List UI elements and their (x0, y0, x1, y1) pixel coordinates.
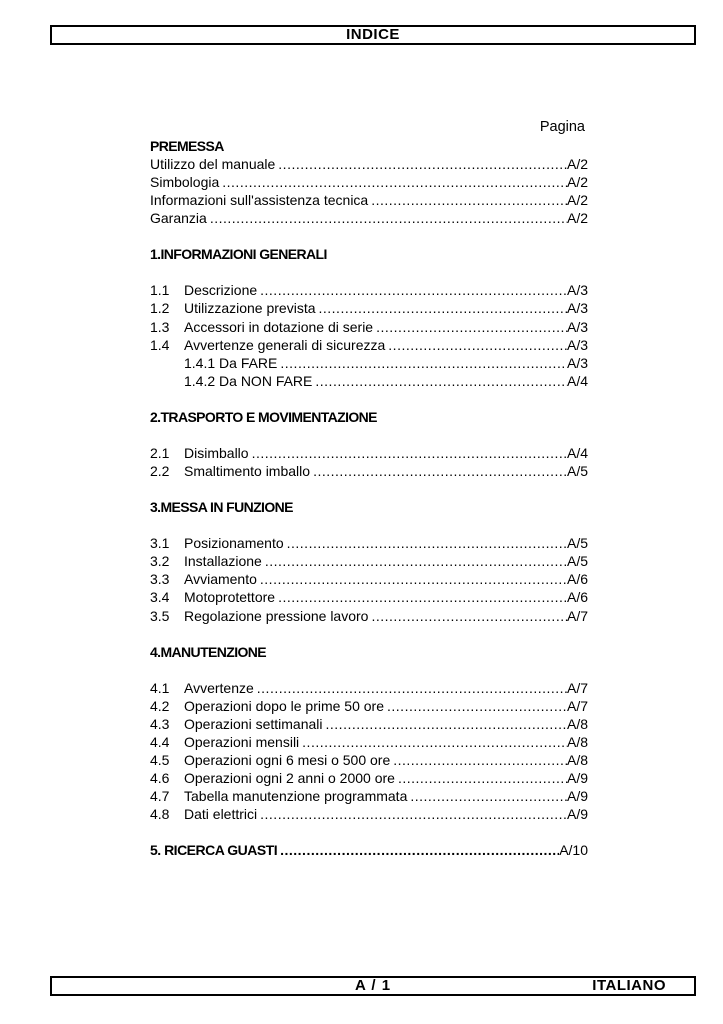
section-title: 1.INFORMAZIONI GENERALI (150, 246, 327, 263)
entry-number: 4.4 (150, 733, 170, 750)
entry-page: A/9 (566, 788, 588, 805)
toc-subentry[interactable] (150, 372, 588, 390)
toc-entry[interactable] (150, 733, 588, 751)
entry-number: 4.6 (150, 770, 170, 787)
entry-number: 3.4 (150, 589, 170, 606)
entry-number: 1.1 (150, 282, 170, 299)
entry-number: 4.1 (150, 679, 170, 696)
language-label: ITALIANO (592, 977, 666, 994)
section-messa-in-funzione (150, 498, 588, 624)
entry-page: A/3 (566, 282, 588, 299)
entry-label: Operazioni ogni 2 anni o 2000 ore (184, 770, 395, 787)
section-title: 4.MANUTENZIONE (150, 643, 267, 660)
toc-entry[interactable] (150, 751, 588, 769)
entry-number: 4.8 (150, 806, 170, 823)
toc-entry[interactable] (150, 336, 588, 354)
entry-page: A/8 (566, 751, 588, 768)
dot-leader (257, 281, 567, 299)
dot-leader (310, 462, 567, 480)
toc-entry[interactable] (150, 607, 588, 625)
toc-entry[interactable] (150, 462, 588, 480)
toc-entry[interactable] (150, 715, 588, 733)
entry-label: Dati elettrici (184, 806, 258, 823)
page-title: INDICE (346, 26, 400, 43)
entry-label: Avviamento (184, 571, 257, 588)
entry-label: Installazione (184, 553, 262, 570)
entry-page: A/7 (566, 607, 588, 624)
entry-page: A/4 (566, 444, 588, 461)
entry-page: A/8 (566, 715, 588, 732)
dot-leader (390, 751, 567, 769)
entry-label: Utilizzo del manuale (150, 156, 276, 172)
entry-page: A/3 (566, 336, 588, 353)
dot-leader (207, 209, 567, 227)
entry-label: Tabella manutenzione programmata (184, 788, 408, 805)
toc-entry[interactable] (150, 173, 588, 191)
dot-leader (373, 318, 567, 336)
toc-entry[interactable] (150, 281, 588, 299)
toc-entry[interactable] (150, 318, 588, 336)
entry-label: Avvertenze (184, 679, 254, 696)
entry-page: A/9 (566, 770, 588, 787)
dot-leader (257, 805, 567, 823)
dot-leader (275, 155, 567, 173)
toc-entry[interactable] (150, 769, 588, 787)
entry-page: A/9 (566, 806, 588, 823)
entry-label: Accessori in dotazione di serie (184, 318, 374, 335)
entry-page: A/6 (566, 571, 588, 588)
entry-label: Operazioni dopo le prime 50 ore (184, 697, 385, 714)
entry-number: 4.7 (150, 788, 170, 805)
entry-label: 1.4.1 Da FARE (184, 354, 278, 371)
entry-page: A/7 (566, 679, 588, 696)
header-bar (50, 25, 696, 45)
entry-label: Utilizzazione prevista (184, 300, 316, 317)
entry-page: A/5 (566, 553, 588, 570)
toc-entry[interactable] (150, 787, 588, 805)
entry-number: 4.3 (150, 715, 170, 732)
dot-leader (316, 299, 567, 317)
toc-subentry[interactable] (150, 354, 588, 372)
dot-leader (368, 191, 567, 209)
entry-number: 2.1 (150, 444, 170, 461)
entry-label: Simbologia (150, 174, 220, 191)
table-of-contents (150, 118, 588, 877)
dot-leader (262, 552, 567, 570)
section-trasporto (150, 408, 588, 480)
entry-page: A/10 (559, 842, 588, 859)
section-title: 3.MESSA IN FUNZIONE (150, 499, 293, 516)
entry-page: A/6 (566, 589, 588, 606)
dot-leader (384, 697, 567, 715)
section-manutenzione (150, 643, 588, 824)
toc-entry[interactable] (150, 697, 588, 715)
entry-label: Regolazione pressione lavoro (184, 607, 369, 624)
entry-page: A/2 (566, 156, 588, 172)
toc-entry[interactable] (150, 841, 588, 859)
dot-leader (407, 787, 567, 805)
entry-label: Posizionamento (184, 535, 284, 552)
entry-page: A/3 (566, 318, 588, 335)
entry-number: 3.3 (150, 571, 170, 588)
toc-entry[interactable] (150, 209, 588, 227)
entry-number: 3.1 (150, 535, 170, 552)
entry-page: A/2 (566, 174, 588, 191)
entry-label: Operazioni settimanali (184, 715, 323, 732)
toc-entry[interactable] (150, 570, 588, 588)
toc-entry[interactable] (150, 552, 588, 570)
entry-page: A/2 (566, 192, 588, 209)
entry-label: Disimballo (184, 444, 249, 461)
toc-entry[interactable] (150, 534, 588, 552)
entry-label: Smaltimento imballo (184, 463, 311, 480)
entry-number: 3.5 (150, 607, 170, 624)
footer-bar (50, 976, 696, 996)
pagina-column-header: Pagina (539, 119, 585, 135)
entry-label: Motoprotettore (184, 589, 276, 606)
section-title: PREMESSA (150, 138, 224, 154)
dot-leader (257, 570, 567, 588)
entry-number: 2.2 (150, 463, 170, 480)
entry-page: A/4 (566, 372, 588, 389)
dot-leader (219, 173, 567, 191)
toc-entry[interactable] (150, 679, 588, 697)
entry-page: A/7 (566, 697, 588, 714)
dot-leader (254, 679, 567, 697)
entry-page: A/2 (566, 210, 588, 227)
dot-leader (284, 534, 567, 552)
section-premessa (150, 137, 588, 227)
dot-leader (323, 715, 567, 733)
dot-leader (277, 354, 567, 372)
entry-page: A/3 (566, 354, 588, 371)
entry-page: A/8 (566, 733, 588, 750)
entry-page: A/5 (566, 463, 588, 480)
entry-label: Operazioni mensili (184, 733, 300, 750)
dot-leader (312, 372, 567, 390)
entry-label: Descrizione (184, 282, 258, 299)
toc-entry[interactable] (150, 191, 588, 209)
entry-label: Garanzia (150, 210, 207, 227)
entry-number: 4.5 (150, 751, 170, 768)
entry-number: 3.2 (150, 553, 170, 570)
entry-number: 1.2 (150, 300, 170, 317)
dot-leader (249, 444, 567, 462)
entry-page: A/5 (566, 535, 588, 552)
section-title: 2.TRASPORTO E MOVIMENTAZIONE (150, 408, 377, 425)
page-number: A / 1 (354, 977, 392, 994)
section-title: 5. RICERCA GUASTI (150, 842, 278, 859)
entry-page: A/3 (566, 300, 588, 317)
entry-number: 1.3 (150, 318, 170, 335)
entry-label: Avvertenze generali di sicurezza (184, 336, 386, 353)
entry-label: 1.4.2 Da NON FARE (184, 372, 313, 389)
toc-entry[interactable] (150, 299, 588, 317)
entry-label: Informazioni sull'assistenza tecnica (150, 192, 369, 209)
toc-entry[interactable] (150, 588, 588, 606)
toc-entry[interactable] (150, 444, 588, 462)
toc-entry[interactable] (150, 805, 588, 823)
dot-leader (277, 841, 559, 859)
dot-leader (275, 588, 567, 606)
dot-leader (385, 336, 567, 354)
section-ricerca-guasti (150, 841, 588, 859)
section-informazioni-generali (150, 245, 588, 390)
dot-leader (299, 733, 567, 751)
entry-label: Operazioni ogni 6 mesi o 500 ore (184, 751, 391, 768)
dot-leader (368, 607, 567, 625)
entry-number: 4.2 (150, 697, 170, 714)
dot-leader (395, 769, 567, 787)
toc-entry[interactable] (150, 155, 588, 173)
entry-number: 1.4 (150, 336, 170, 353)
